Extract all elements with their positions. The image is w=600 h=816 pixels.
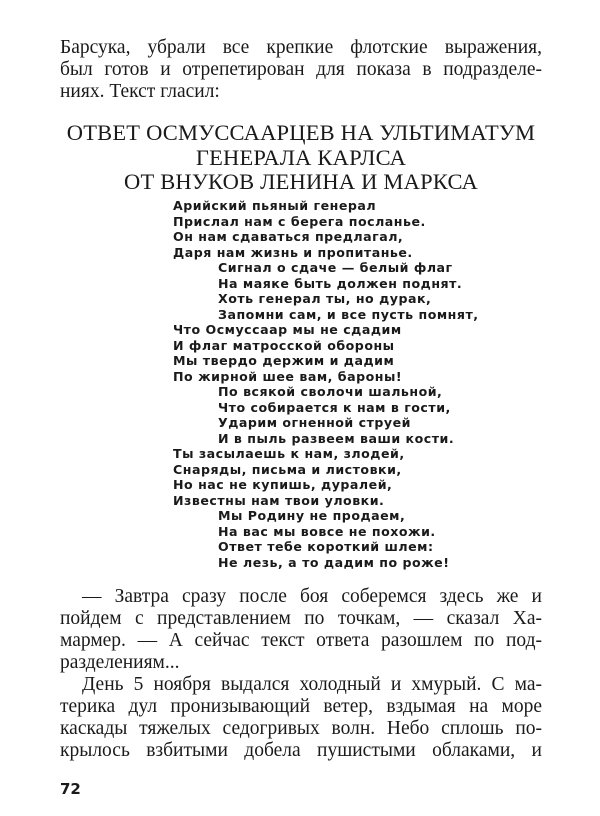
poem-line: И в пыль развеем ваши кости. [218,430,455,446]
title-line: ОТВЕТ ОСМУССААРЦЕВ НА УЛЬТИМАТУМ [66,120,536,145]
poem-line: Прислал нам с берега посланье. [173,213,426,229]
poem-line: Сигнал о сдаче — белый флаг [218,260,453,275]
text-line: мармер. — А сейчас текст ответа разошлем по под- [60,630,542,651]
poem-line: Снаряды, письма и листовки, [173,461,402,477]
text-line: ниях. Текст гласил: [60,81,220,102]
poem-line: На маяке быть должен поднят. [218,275,463,291]
title-line: ОТ ВНУКОВ ЛЕНИНА И МАРКСА [124,169,478,194]
poem-line: Арийский пьяный генерал [173,198,377,213]
title-line: ГЕНЕРАЛА КАРЛСА [195,144,407,170]
text-line: — Завтра сразу после боя соберемся здесь же и [82,586,542,607]
poem-line: Что Осмуссаар мы не сдадим [173,322,402,337]
text-line: День 5 ноября выдался холодный и хмурый. С ма- [82,674,542,695]
text-line: терика дул пронизывающий ветер, вздымая на море [60,696,542,717]
top-paragraph [60,37,542,103]
poem-line: На вас мы вовсе не похожи. [218,523,436,539]
dialogue-paragraph [60,586,542,674]
poem-line: Хоть генерал ты, но дурак, [218,291,432,306]
poem-line: Ты засылаешь к нам, злодей, [173,446,405,461]
poem-line: Мы твердо держим и дадим [173,353,395,368]
poem-title [60,121,542,195]
poem-line: Ответ тебе короткий шлем: [218,539,434,554]
text-line: пойдем с представлением по точкам, — сказал Ха- [60,608,542,629]
text-line: разделениям... [60,652,180,673]
poem-line: Но нас не купишь, дуралей, [173,477,393,492]
poem-line: По жирной шее вам, бароны! [173,368,403,384]
poem-line: Даря нам жизнь и пропитанье. [173,244,413,260]
text-line: был готов и отрепетирован для показа в подразделе- [60,59,542,80]
poem-line: Ударим огненной струей [218,415,411,430]
poem-line: Известны нам твои уловки. [173,492,385,508]
text-line: каскады тяжелых седогривых волн. Небо сплошь по- [60,718,542,739]
text-line: Барсука, убрали все крепкие флотские выражения, [60,37,542,58]
poem-line: По всякой сволочи шальной, [218,384,443,399]
weather-paragraph [60,674,542,762]
poem-line: Он нам сдаваться предлагал, [173,229,404,244]
page-number: 72 [60,780,81,798]
poem-line: Что собирается к нам в гости, [218,399,451,415]
poem [173,198,479,570]
poem-line: Запомни сам, и все пусть помнят, [218,306,479,322]
poem-line: Мы Родину не продаем, [218,508,406,523]
text-line: крылось взбитыми добела пушистыми облаками, и [60,740,542,761]
poem-line: И флаг матросской обороны [173,337,395,353]
poem-line: Не лезь, а то дадим по роже! [218,554,450,570]
